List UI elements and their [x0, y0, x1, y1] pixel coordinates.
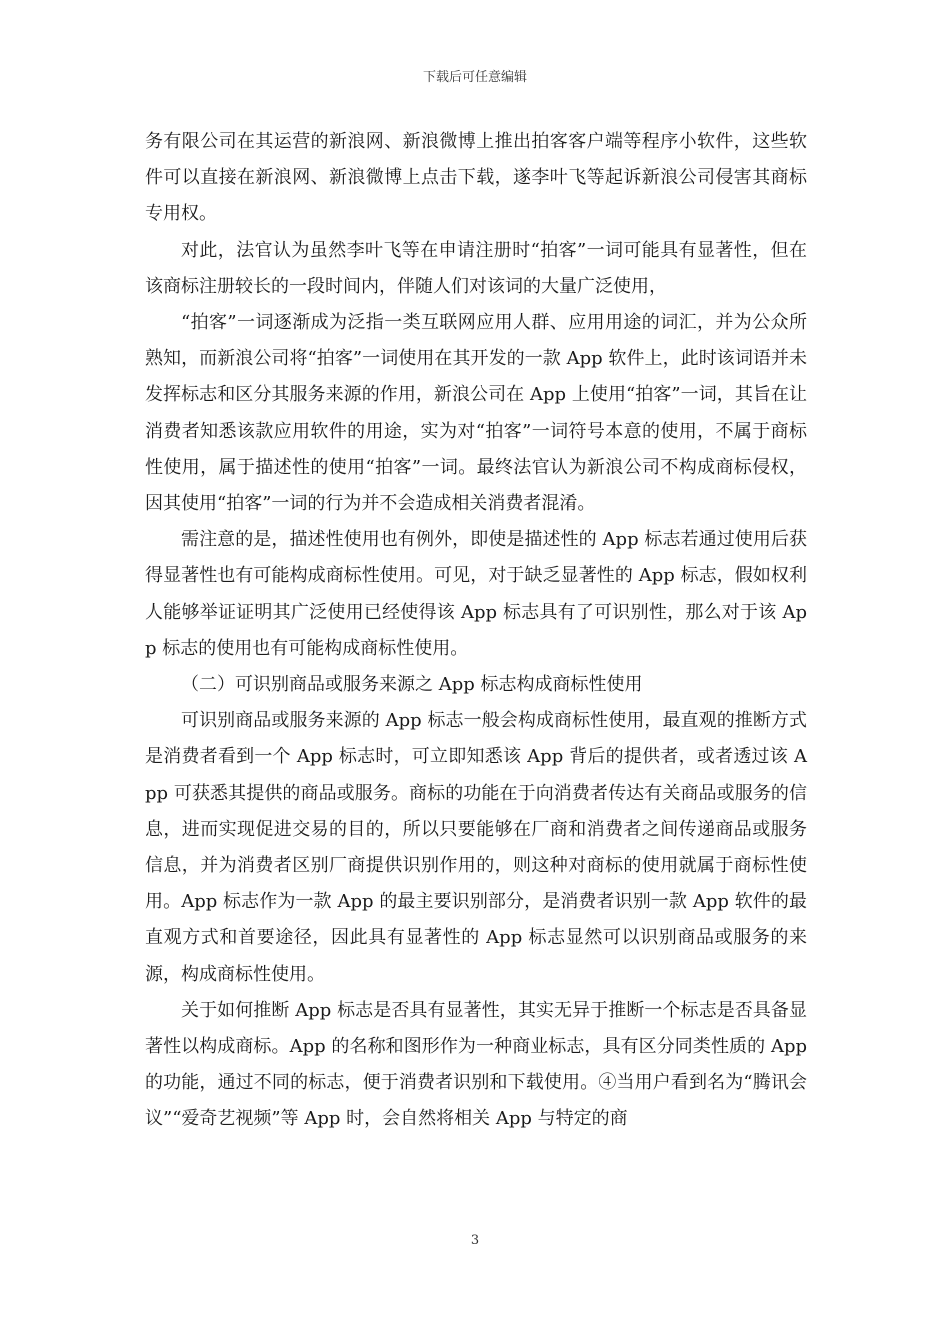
page-number: 3	[470, 1233, 480, 1248]
section-heading: （二）可识别商品或服务来源之 App 标志构成商标性使用	[181, 674, 643, 696]
paragraph-continued: 务有限公司在其运营的新浪网、新浪微博上推出拍客客户端等程序小软件，这些软件可以直接在新浪网、新浪微博上点击下载，遂李叶飞等起诉新浪公司侵害其商标专用权。	[145, 131, 807, 225]
paragraph: 需注意的是，描述性使用也有例外，即使是描述性的 App 标志若通过使用后获得显著性也有可能构成商标性使用。可见，对于缺乏显著性的 App 标志，假如权利人能够举证证明其广泛使用已经使得该 App 标志具有了可识别性，那么对于该 App 标志的使用也有可能构成商标性使用。	[145, 529, 807, 659]
paragraph: 可识别商品或服务来源的 App 标志一般会构成商标性使用，最直观的推断方式是消费者看到一个 App 标志时，可立即知悉该 App 背后的提供者，或者透过该 App 可获悉其提供的商品或服务。商标的功能在于向消费者传达有关商品或服务的信息，进而实现促进交易的目的，所以只要能够在厂商和消费者之间传递商品或服务信息，并为消费者区别厂商提供识别作用的，则这种对商标的使用就属于商标性使用。App 标志作为一款 App 的最主要识别部分，是消费者识别一款 App 软件的最直观方式和首要途径，因此具有显著性的 App 标志显然可以识别商品或服务的来源，构成商标性使用。	[145, 710, 807, 985]
paragraph: 关于如何推断 App 标志是否具有显著性，其实无异于推断一个标志是否具备显著性以构成商标。App 的名称和图形作为一种商业标志，具有区分同类性质的 App 的功能，通过不同的标志，便于消费者识别和下载使用。④当用户看到名为“腾讯会议”“爱奇艺视频”等 App 时，会自然将相关 App 与特定的商	[145, 999, 807, 1130]
paragraph: 对此，法官认为虽然李叶飞等在申请注册时“拍客”一词可能具有显著性，但在该商标注册较长的一段时间内，伴随人们对该词的大量广泛使用，	[145, 239, 807, 297]
document-body	[145, 124, 807, 1138]
paragraph: “拍客”一词逐渐成为泛指一类互联网应用人群、应用用途的词汇，并为公众所熟知，而新浪公司将“拍客”一词使用在其开发的一款 App 软件上，此时该词语并未发挥标志和区分其服务来源的作用，新浪公司在 App 上使用“拍客”一词，其旨在让消费者知悉该款应用软件的用途，实为对“拍客”一词符号本意的使用，不属于商标性使用，属于描述性的使用“拍客”一词。最终法官认为新浪公司不构成商标侵权，因其使用“拍客”一词的行为并不会造成相关消费者混淆。	[145, 312, 807, 515]
page-header: 下载后可任意编辑	[422, 70, 527, 85]
